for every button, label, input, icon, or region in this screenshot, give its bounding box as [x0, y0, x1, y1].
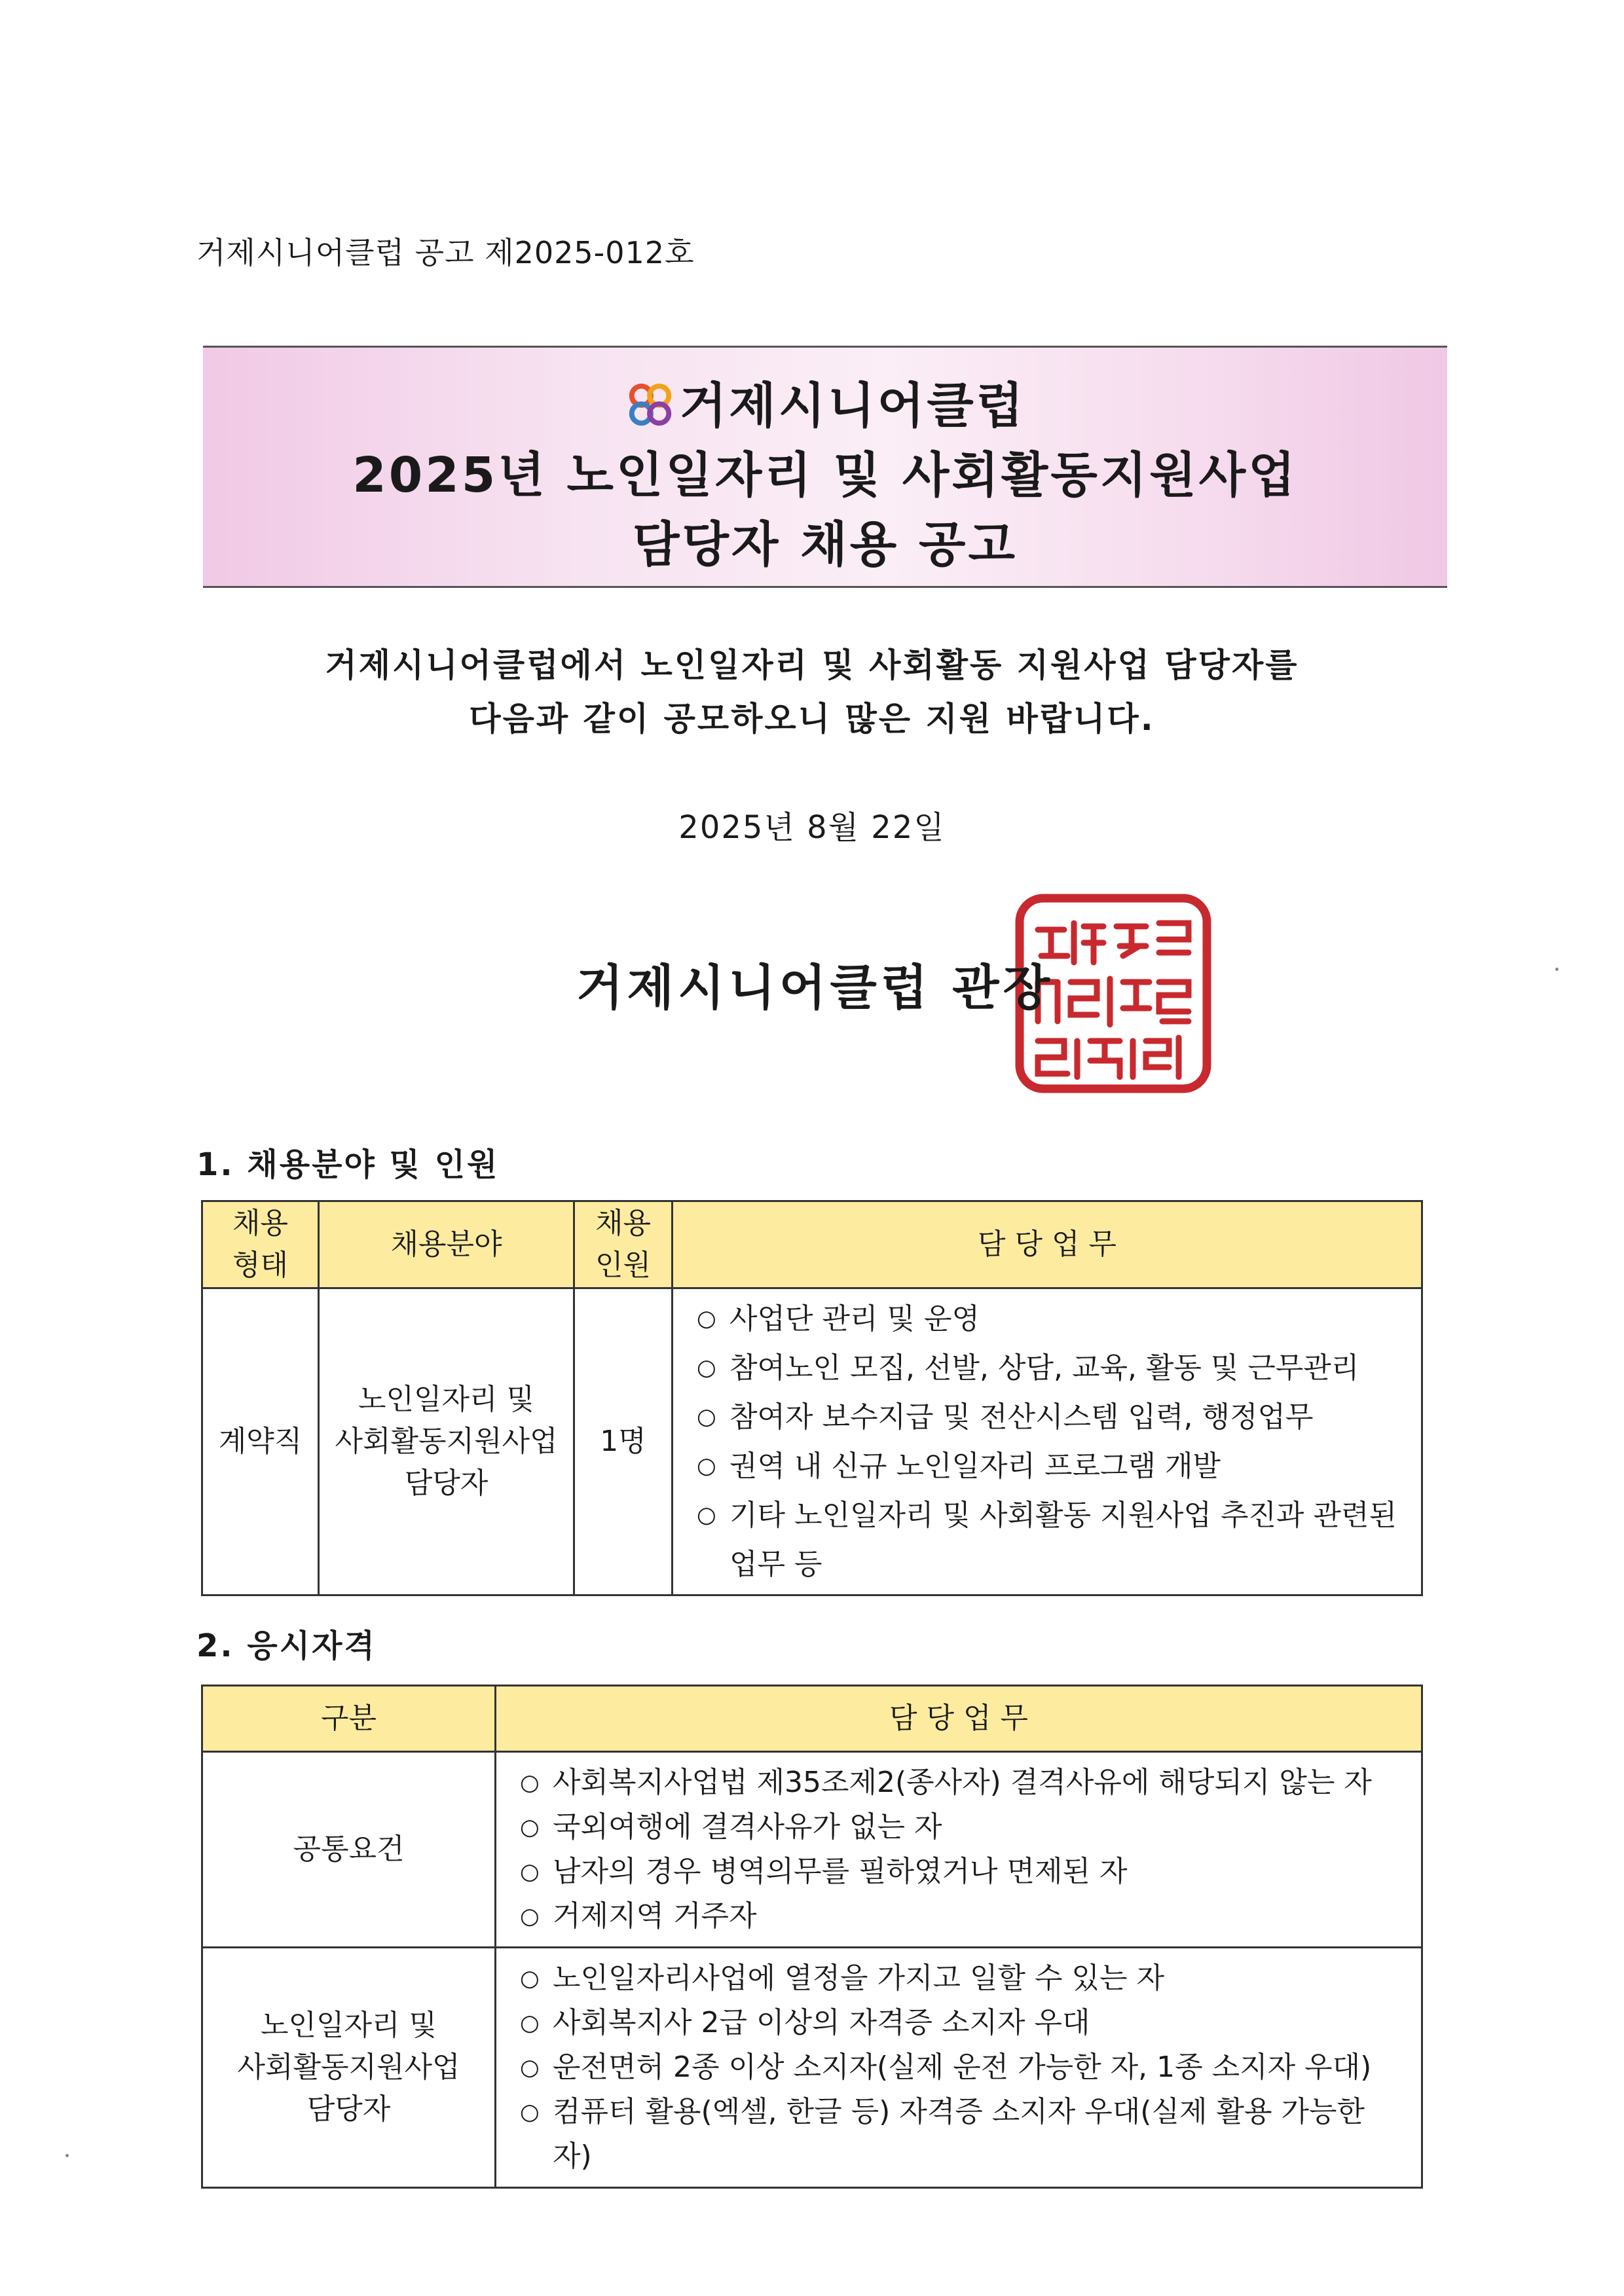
circle-bullet-icon: ○ [520, 2054, 540, 2081]
scan-speck [1555, 968, 1559, 971]
header-duties: 담 당 업 무 [673, 1201, 1422, 1288]
circle-bullet-icon: ○ [520, 2010, 540, 2036]
circle-bullet-icon: ○ [520, 2099, 540, 2125]
title-line-3: 담당자 채용 공고 [633, 517, 1018, 573]
circle-bullet-icon: ○ [697, 1502, 716, 1528]
intro-text [0, 638, 1624, 746]
title-line-2: 2025년 노인일자리 및 사회활동지원사업 [352, 447, 1298, 503]
cell-category-common: 공통요건 [202, 1752, 496, 1948]
circle-bullet-icon: ○ [697, 1355, 716, 1381]
list-item: ○ 기타 노인일자리 및 사회활동 지원사업 추진과 관련된 업무 등 [692, 1491, 1408, 1589]
list-item: ○ 운전면허 2종 이상 소지자(실제 운전 가능한 자, 1종 소지자 우대) [515, 2045, 1408, 2090]
cell-headcount: 1명 [574, 1288, 673, 1595]
section-1-heading: 1. 채용분야 및 인원 [196, 1146, 500, 1183]
cell-requirements-staff [496, 1948, 1422, 2188]
senior-club-logo-icon [625, 379, 676, 430]
circle-bullet-icon: ○ [520, 1859, 540, 1885]
table-row [202, 1288, 1422, 1595]
cell-category-staff: 노인일자리 및 사회활동지원사업 담당자 [202, 1948, 496, 2188]
intro-line-2: 다음과 같이 공모하오니 많은 지원 바랍니다. [469, 700, 1155, 738]
circle-bullet-icon: ○ [697, 1305, 716, 1332]
header-headcount: 채용 인원 [574, 1201, 673, 1288]
intro-line-1: 거제시니어클럽에서 노인일자리 및 사회활동 지원사업 담당자를 [325, 646, 1299, 684]
recruitment-table [201, 1200, 1423, 1596]
cell-employment-type: 계약직 [202, 1288, 319, 1595]
table-row [202, 1752, 1422, 1948]
notice-number: 거제시니어클럽 공고 제2025-012호 [196, 235, 695, 270]
title-org-line [203, 371, 1447, 441]
list-item: ○ 참여노인 모집, 선발, 상담, 교육, 활동 및 근무관리 [692, 1343, 1408, 1393]
header-employment-type: 채용 형태 [202, 1201, 319, 1288]
circle-bullet-icon: ○ [697, 1404, 716, 1430]
header-category: 구분 [202, 1686, 496, 1752]
list-item: ○ 권역 내 신규 노인일자리 프로그램 개발 [692, 1442, 1408, 1491]
list-item: ○ 국외여행에 결격사유가 없는 자 [515, 1805, 1408, 1850]
list-item: ○ 사업단 관리 및 운영 [692, 1294, 1408, 1343]
recruitment-header-row [202, 1201, 1422, 1288]
scan-speck [65, 2154, 69, 2157]
circle-bullet-icon: ○ [697, 1453, 716, 1479]
list-item: ○ 노인일자리사업에 열정을 가지고 일할 수 있는 자 [515, 1956, 1408, 2001]
list-item: ○ 컴퓨터 활용(엑셀, 한글 등) 자격증 소지자 우대(실제 활용 가능한 자) [515, 2090, 1408, 2179]
header-field: 채용분야 [319, 1201, 574, 1288]
header-requirements: 담 당 업 무 [496, 1686, 1422, 1752]
list-item: ○ 사회복지사업법 제35조제2(종사자) 결격사유에 해당되지 않는 자 [515, 1760, 1408, 1805]
circle-bullet-icon: ○ [520, 1965, 540, 1992]
list-item: ○ 거제지역 거주자 [515, 1894, 1408, 1939]
cell-field: 노인일자리 및 사회활동지원사업 담당자 [319, 1288, 574, 1595]
list-item: ○ 사회복지사 2급 이상의 자격증 소지자 우대 [515, 2001, 1408, 2045]
signer-title: 거제시니어클럽 관장 [576, 960, 1054, 1016]
cell-duties [673, 1288, 1422, 1595]
qualification-header-row [202, 1686, 1422, 1752]
table-row [202, 1948, 1422, 2188]
circle-bullet-icon: ○ [520, 1903, 540, 1929]
title-banner [203, 346, 1447, 588]
section-2-heading: 2. 응시자격 [196, 1628, 377, 1664]
qualification-table [201, 1685, 1423, 2189]
list-item: ○ 참여자 보수지급 및 전산시스템 입력, 행정업무 [692, 1393, 1408, 1442]
title-org: 거제시니어클럽 [679, 378, 1026, 434]
circle-bullet-icon: ○ [520, 1770, 540, 1796]
cell-requirements-common [496, 1752, 1422, 1948]
announcement-date: 2025년 8월 22일 [678, 809, 946, 846]
list-item: ○ 남자의 경우 병역의무를 필하였거나 면제된 자 [515, 1850, 1408, 1894]
circle-bullet-icon: ○ [520, 1814, 540, 1840]
